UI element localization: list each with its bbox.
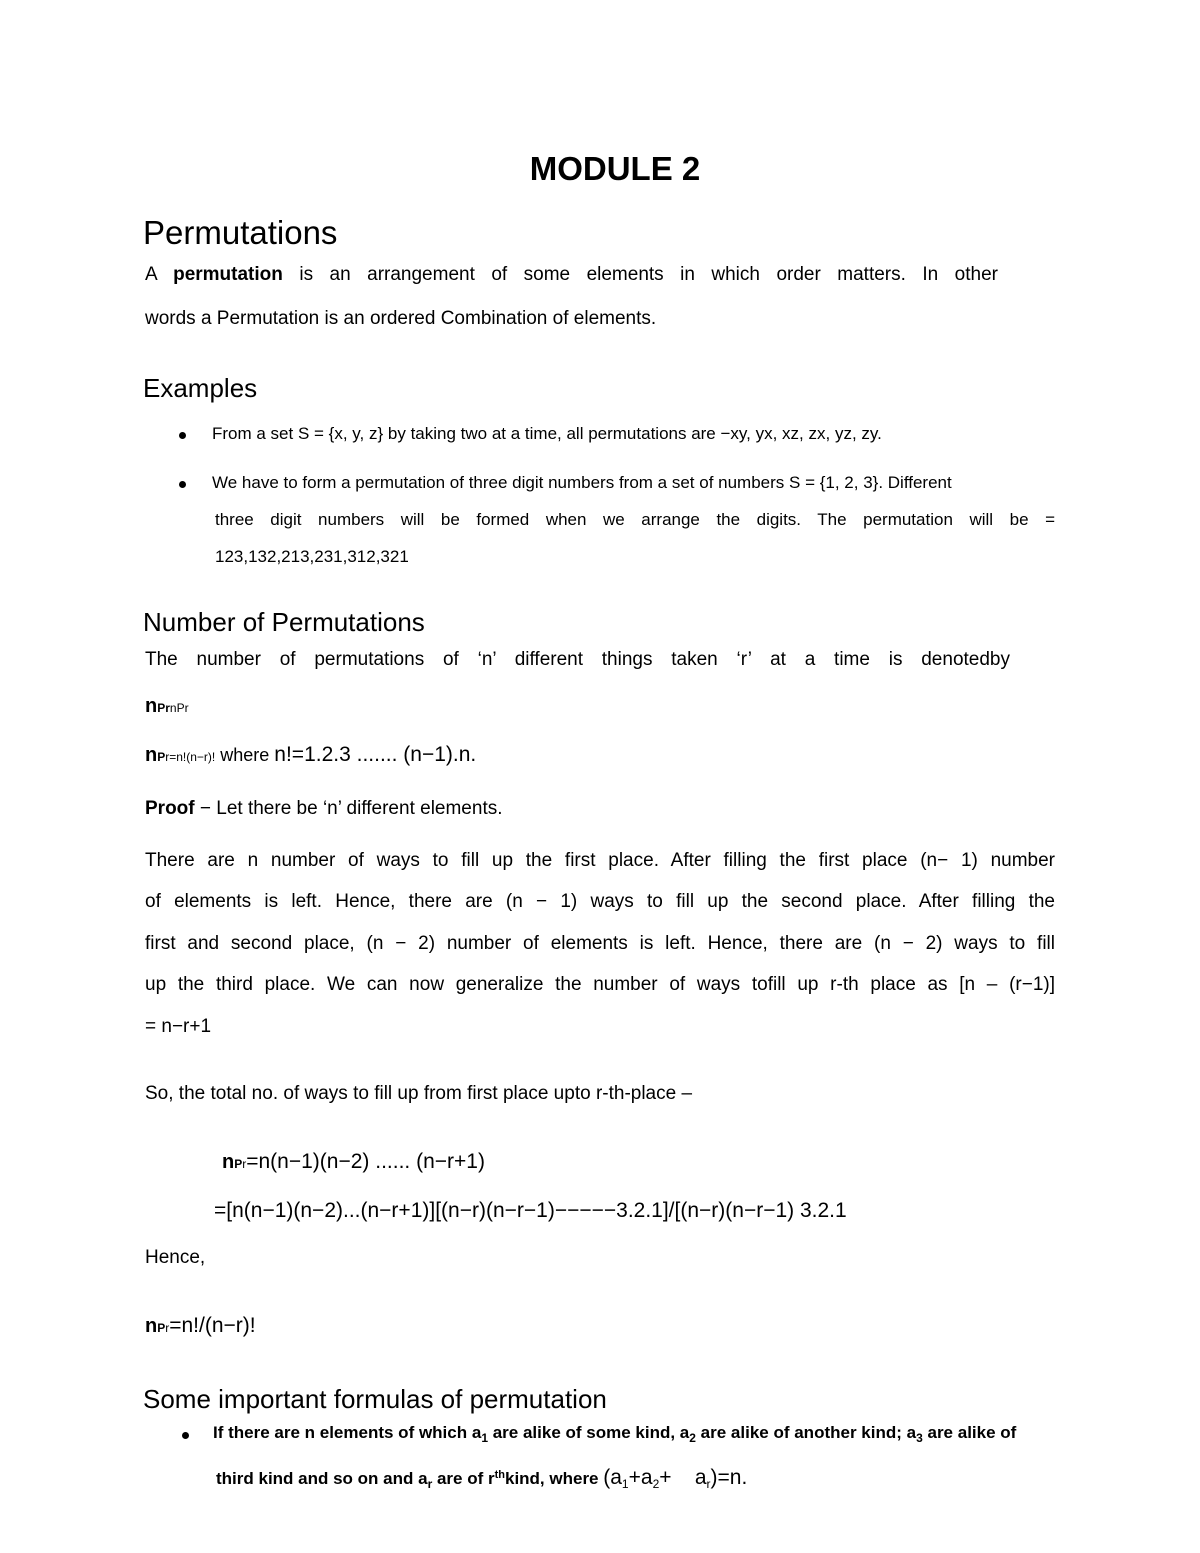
notation-n-plain: n <box>169 701 177 715</box>
item1-formula-b: +a <box>628 1466 653 1489</box>
proof-paragraph-line-5: = n−r+1 <box>145 1016 212 1037</box>
example-item-1: From a set S = {x, y, z} by taking two at a time, all permutations are −xy, yx, xz, zx, yz, zy. <box>212 424 882 443</box>
examples-heading: Examples <box>143 373 258 403</box>
npr-intro: The number of permutations of ‘n’ different things taken ‘r’ at a time is denotedby <box>145 649 1010 670</box>
proof-paragraph-line-4: up the third place. We can now generalize the number of ways tofill up r-th place as [n – (r−1)] <box>145 974 1055 995</box>
formula-fraction: =n!(n−r)! <box>169 750 216 764</box>
example-item-2-line-1: We have to form a permutation of three digit numbers from a set of numbers S = {1, 2, 3}. Different <box>212 473 952 492</box>
formula2-r: r <box>242 1157 247 1171</box>
npr-formula <box>145 743 476 767</box>
notation-p-plain: P <box>176 701 185 715</box>
example-item-2-line-2: three digit numbers will be formed when we arrange the digits. The permutation will be = <box>215 510 1055 529</box>
definition-rest: is an arrangement of some elements in which order matters. In other <box>299 264 998 285</box>
formula2-n: n <box>222 1151 235 1173</box>
number-of-permutations-heading: Number of Permutations <box>143 607 425 637</box>
formula-r: r <box>165 750 170 764</box>
notation-n: n <box>145 695 158 717</box>
definition-term: permutation <box>173 264 283 285</box>
item1-formula-sub-3: r <box>706 1477 711 1491</box>
item1-sub-2: 2 <box>689 1431 696 1445</box>
item1-text-c: are alike of another kind; a <box>695 1423 917 1442</box>
formula4-rest: =n!/(n−r)! <box>169 1314 256 1337</box>
item1-formula-sub-2: 2 <box>652 1477 660 1491</box>
formula2-rest: =n(n−1)(n−2) ...... (n−r+1) <box>246 1150 485 1173</box>
permutations-heading: Permutations <box>143 214 338 251</box>
formula4-n: n <box>145 1315 158 1337</box>
example-item-2-line-3: 123,132,213,231,312,321 <box>215 547 409 566</box>
item1-text-b: are alike of some kind, a <box>488 1423 690 1442</box>
notation-p: P <box>157 701 166 715</box>
item1-text-a: If there are n elements of which a <box>213 1423 482 1442</box>
item1-sup-th: th <box>494 1469 505 1481</box>
important-formulas-heading: Some important formulas of permutation <box>143 1384 607 1414</box>
formula4-p: P <box>157 1321 166 1335</box>
item1-sub-3: 3 <box>916 1431 923 1445</box>
formula-item-1-line-2 <box>216 1466 747 1491</box>
item1-sub-1: 1 <box>481 1431 488 1445</box>
formula-item-1-line-1 <box>213 1423 1016 1445</box>
hence-text: Hence, <box>145 1247 206 1268</box>
bullet-icon <box>179 481 186 488</box>
item1-formula-d: )=n. <box>710 1466 748 1489</box>
bullet-icon <box>182 1432 189 1439</box>
definition-line-2: words a Permutation is an ordered Combination of elements. <box>145 308 657 329</box>
formula-n: n <box>145 744 158 766</box>
item1-text-d: are alike of <box>922 1423 1017 1442</box>
item1-formula-c: + a <box>659 1466 707 1489</box>
page-title: MODULE 2 <box>529 150 701 187</box>
proof-paragraph-line-3: first and second place, (n − 2) number of elements is left. Hence, there are (n − 2) ways to fill <box>145 933 1055 954</box>
item1-formula-a: (a <box>603 1466 622 1489</box>
item1-line2-b: are of r <box>432 1469 495 1488</box>
item1-sub-4: r <box>427 1477 433 1491</box>
definition-line-1 <box>145 264 998 286</box>
formula4-r: r <box>165 1321 170 1335</box>
proof-paragraph-line-2: of elements is left. Hence, there are (n − 1) ways to fill up the second place. After filling the <box>145 891 1055 912</box>
proof-label: Proof <box>145 798 195 819</box>
formula-where: where <box>215 745 275 765</box>
notation-r: r <box>165 701 170 715</box>
total-ways-text: So, the total no. of ways to fill up from first place upto r-th-place – <box>145 1083 693 1104</box>
formula-p: P <box>157 750 166 764</box>
formula-factorial-def: n!=1.2.3 ....... (n−1).n. <box>274 743 477 766</box>
proof-line <box>145 798 503 820</box>
npr-notation <box>145 695 189 718</box>
bullet-icon <box>179 432 186 439</box>
item1-formula-sub-1: 1 <box>621 1477 629 1491</box>
proof-paragraph-line-1: There are n number of ways to fill up the first place. After filling the first place (n− 1) number <box>145 850 1055 871</box>
formula-expanded: =[n(n−1)(n−2)...(n−r+1)][(n−r)(n−r−1)−−−−−3.2.1]/[(n−r)(n−r−1) 3.2.1 <box>214 1199 847 1222</box>
notation-r-plain: r <box>184 701 189 715</box>
formula-final <box>145 1314 256 1338</box>
item1-line2-c: kind, where <box>504 1469 604 1488</box>
formula-product <box>222 1150 485 1174</box>
item1-line2-a: third kind and so on and a <box>216 1469 428 1488</box>
definition-article: A <box>145 264 157 285</box>
formula2-p: P <box>234 1157 243 1171</box>
proof-text: − Let there be ‘n’ different elements. <box>194 798 503 819</box>
